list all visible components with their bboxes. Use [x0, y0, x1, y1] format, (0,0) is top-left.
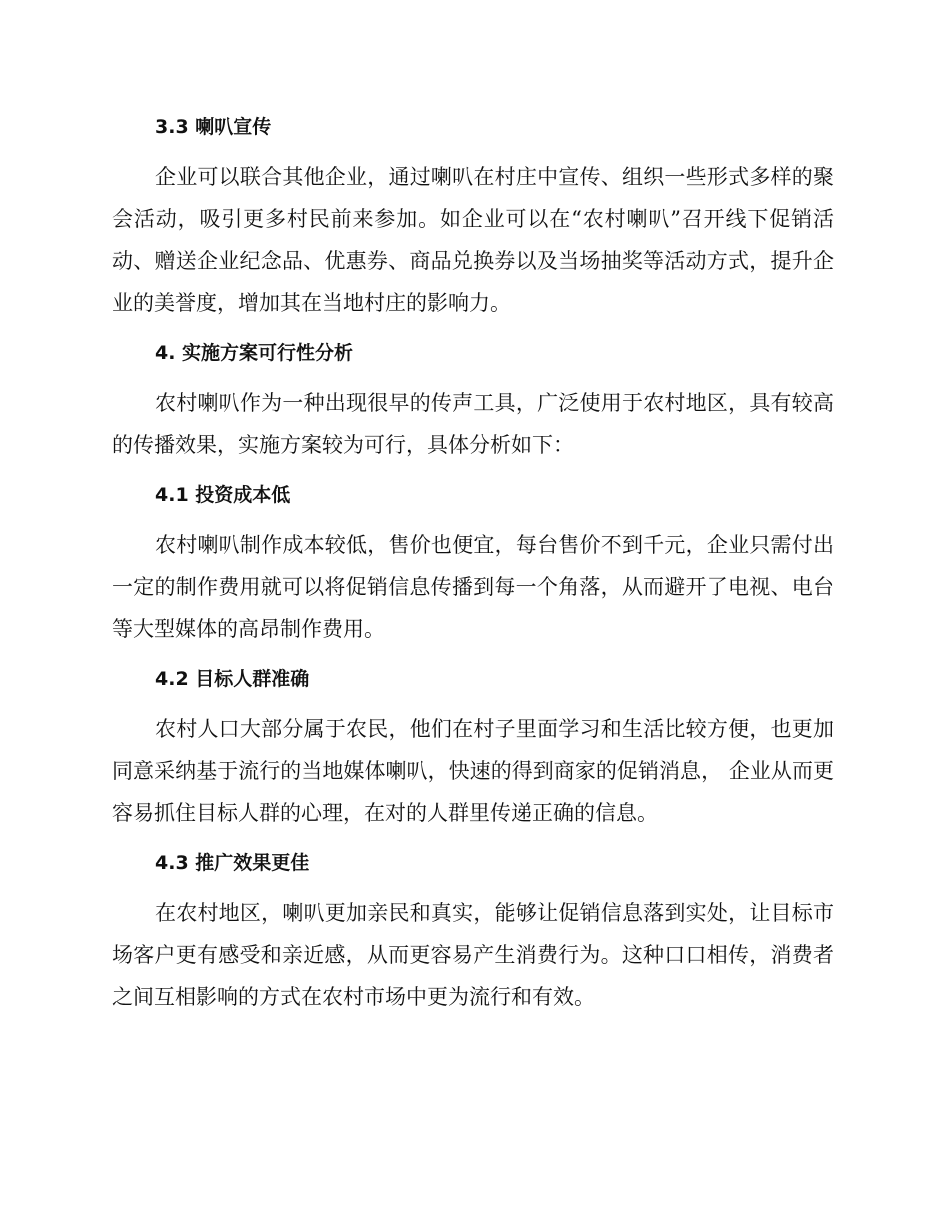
section-heading-4-2: 4.2 目标人群准确	[155, 668, 310, 690]
section-heading-4-1: 4.1 投资成本低	[155, 484, 291, 506]
section-heading-4: 4. 实施方案可行性分析	[155, 342, 354, 364]
document-body	[112, 108, 834, 1028]
section-paragraph-4-2: 农村人口大部分属于农民，他们在村子里面学习和生活比较方便，也更加同意采纳基于流行的当地媒体喇叭，快速的得到商家的促销消息， 企业从而更容易抓住目标人群的心理，在对的人群里传递正确的信息。	[112, 717, 834, 825]
section-heading-4-3: 4.3 推广效果更佳	[155, 852, 310, 874]
section-paragraph-3-3: 企业可以联合其他企业，通过喇叭在村庄中宣传、组织一些形式多样的聚会活动，吸引更多村民前来参加。如企业可以在“农村喇叭”召开线下促销活动、赠送企业纪念品、优惠券、商品兑换券以及当场抽奖等活动方式，提升企业的美誉度，增加其在当地村庄的影响力。	[112, 165, 834, 315]
section-paragraph-4-3: 在农村地区，喇叭更加亲民和真实，能够让促销信息落到实处，让目标市场客户更有感受和亲近感，从而更容易产生消费行为。这种口口相传，消费者之间互相影响的方式在农村市场中更为流行和有效。	[112, 901, 834, 1009]
section-paragraph-4: 农村喇叭作为一种出现很早的传声工具，广泛使用于农村地区，具有较高的传播效果，实施方案较为可行，具体分析如下：	[112, 391, 834, 457]
section-paragraph-4-1: 农村喇叭制作成本较低，售价也便宜，每台售价不到千元，企业只需付出一定的制作费用就可以将促销信息传播到每一个角落，从而避开了电视、电台等大型媒体的高昂制作费用。	[112, 533, 834, 641]
section-heading-3-3: 3.3 喇叭宣传	[155, 116, 272, 138]
